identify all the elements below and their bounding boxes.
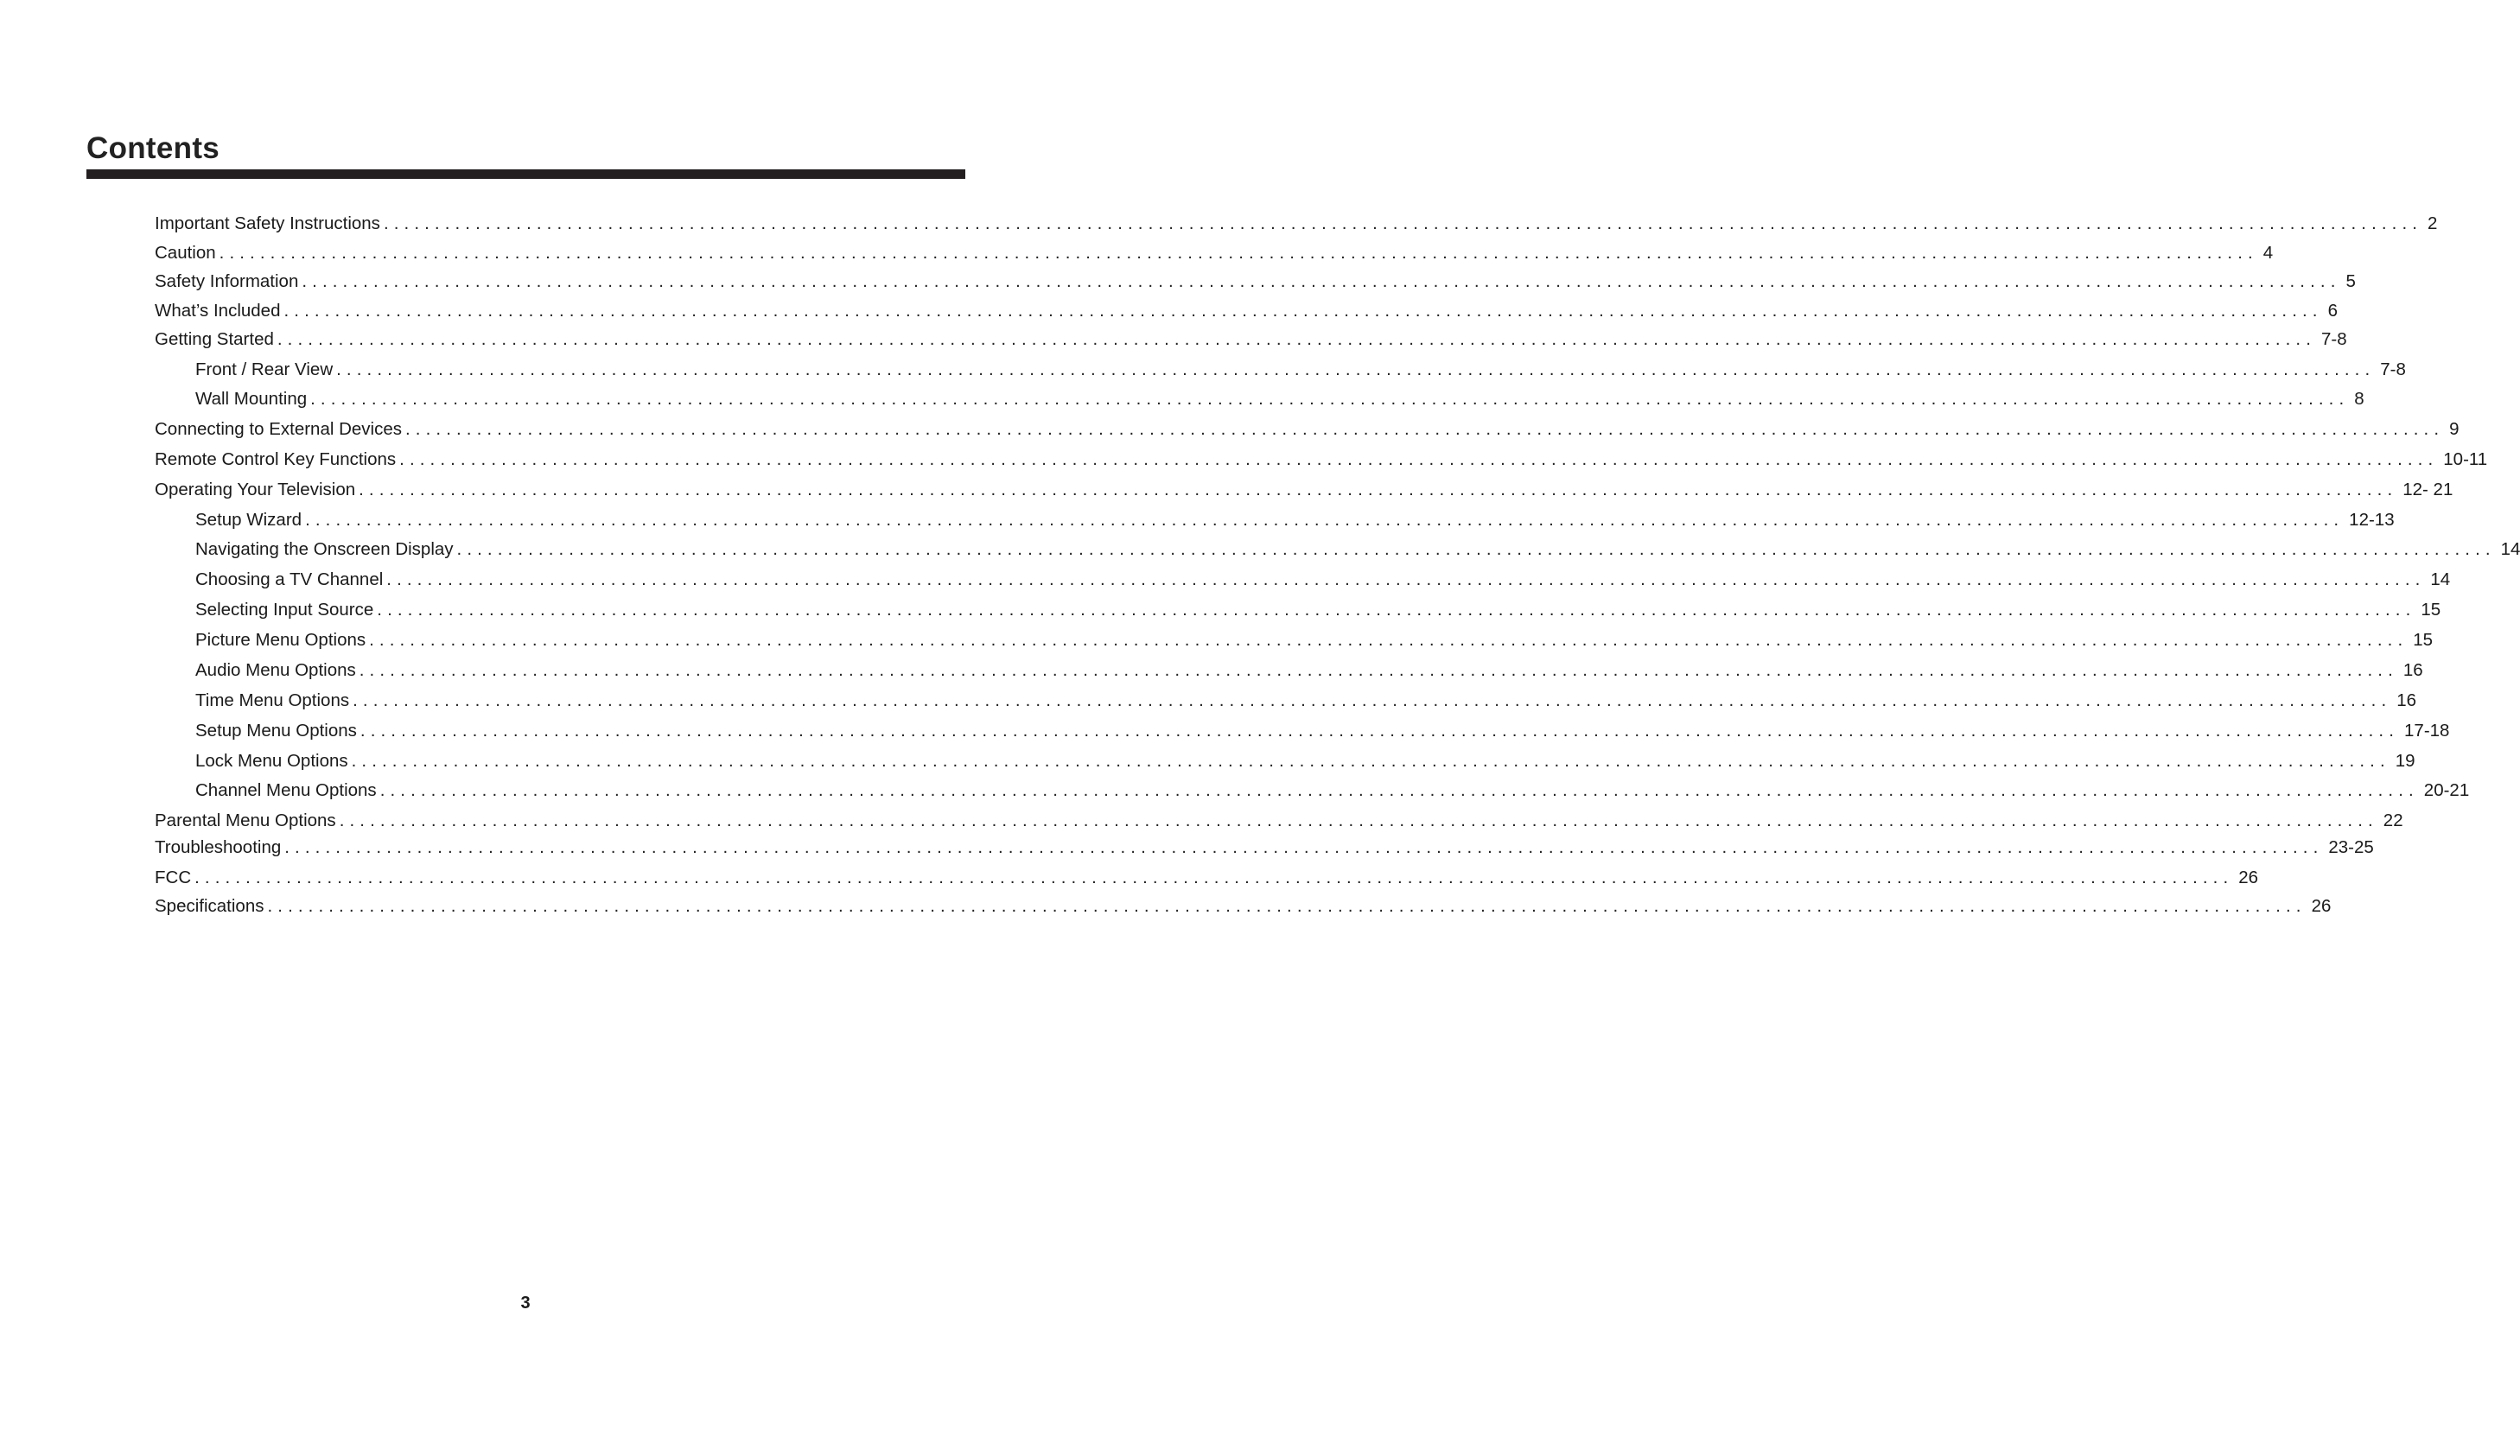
toc-dot-leader: ........................................................................................................................................................................................................ xyxy=(359,660,2398,680)
toc-entry-page: 26 xyxy=(2311,896,2332,916)
toc-entry-label: Front / Rear View xyxy=(195,359,334,379)
toc-entry[interactable] xyxy=(195,750,2415,773)
toc-entry[interactable] xyxy=(195,599,2441,621)
toc-dot-leader: ........................................................................................................................................................................................................ xyxy=(353,690,2392,710)
toc-entry[interactable] xyxy=(155,418,2460,441)
toc-entry-label: Specifications xyxy=(155,896,264,916)
toc-entry-page: 12-13 xyxy=(2349,510,2395,530)
toc-entry-page: 8 xyxy=(2354,389,2364,409)
toc-entry-page: 12- 21 xyxy=(2402,480,2453,499)
toc-dot-leader: ........................................................................................................................................................................................................ xyxy=(359,480,2398,499)
toc-entry-label: Remote Control Key Functions xyxy=(155,449,397,469)
page-title: Contents xyxy=(86,131,220,165)
toc-entry[interactable] xyxy=(195,509,2395,531)
toc-entry[interactable] xyxy=(155,479,2453,501)
toc-entry-page: 9 xyxy=(2449,419,2460,439)
toc-entry-label: Important Safety Instructions xyxy=(155,213,380,233)
toc-entry-page: 10-11 xyxy=(2443,449,2488,469)
toc-entry[interactable] xyxy=(155,213,2438,235)
toc-entry-label: What’s Included xyxy=(155,301,281,321)
toc-entry[interactable] xyxy=(195,659,2423,682)
toc-dot-leader: ........................................................................................................................................................................................................ xyxy=(399,449,2439,469)
toc-entry-page: 16 xyxy=(2396,690,2417,710)
toc-entry-page: 5 xyxy=(2345,271,2356,291)
toc-dot-leader: ........................................................................................................................................................................................................ xyxy=(194,868,2234,887)
toc-dot-leader: ........................................................................................................................................................................................................ xyxy=(336,359,2376,379)
toc-entry[interactable] xyxy=(155,895,2332,918)
toc-entry-label: Safety Information xyxy=(155,271,299,291)
toc-dot-leader: ........................................................................................................................................................................................................ xyxy=(405,419,2445,439)
toc-entry[interactable] xyxy=(155,300,2338,322)
toc-entry[interactable] xyxy=(155,836,2374,859)
toc-entry-label: Wall Mounting xyxy=(195,389,308,409)
toc-dot-leader: ........................................................................................................................................................................................................ xyxy=(305,510,2345,530)
toc-entry[interactable] xyxy=(195,779,2470,802)
toc-entry-page: 6 xyxy=(2327,301,2338,321)
toc-entry-page: 20-21 xyxy=(2423,780,2470,800)
toc-dot-leader: ........................................................................................................................................................................................................ xyxy=(369,630,2409,650)
toc-dot-leader: ........................................................................................................................................................................................................ xyxy=(277,329,2316,349)
toc-entry[interactable] xyxy=(155,448,2488,471)
toc-dot-leader: ........................................................................................................................................................................................................ xyxy=(379,780,2419,800)
toc-entry-page: 22 xyxy=(2383,811,2403,830)
toc-entry-label: Troubleshooting xyxy=(155,837,282,857)
toc-dot-leader: ........................................................................................................................................................................................................ xyxy=(302,271,2341,291)
toc-entry-label: Choosing a TV Channel xyxy=(195,569,384,589)
toc-entry[interactable] xyxy=(155,242,2274,264)
toc-entry-label: Audio Menu Options xyxy=(195,660,356,680)
toc-entry-page: 16 xyxy=(2402,660,2423,680)
toc-entry[interactable] xyxy=(195,629,2434,652)
toc-entry-page: 15 xyxy=(2413,630,2434,650)
toc-entry-page: 2 xyxy=(2428,213,2438,233)
toc-dot-leader: ........................................................................................................................................................................................................ xyxy=(351,751,2390,771)
toc-entry[interactable] xyxy=(155,810,2403,832)
toc-dot-leader: ........................................................................................................................................................................................................ xyxy=(456,539,2496,559)
toc-dot-leader: ........................................................................................................................................................................................................ xyxy=(360,721,2400,741)
toc-entry-page: 26 xyxy=(2238,868,2259,887)
toc-entry-page: 17-18 xyxy=(2404,721,2450,741)
toc-entry[interactable] xyxy=(195,690,2417,712)
toc-entry-label: Getting Started xyxy=(155,329,274,349)
toc-entry-page: 7-8 xyxy=(2380,359,2406,379)
toc-entry-label: Parental Menu Options xyxy=(155,811,336,830)
toc-entry[interactable] xyxy=(195,538,2520,561)
toc-entry-page: 14 xyxy=(2430,569,2451,589)
toc-entry[interactable] xyxy=(155,270,2356,293)
toc-entry[interactable] xyxy=(195,359,2406,381)
toc-entry-label: Channel Menu Options xyxy=(195,780,377,800)
toc-dot-leader: ........................................................................................................................................................................................................ xyxy=(283,301,2323,321)
toc-entry-page: 14 xyxy=(2500,539,2520,559)
toc-entry-label: FCC xyxy=(155,868,192,887)
toc-entry-label: Connecting to External Devices xyxy=(155,419,403,439)
toc-entry-label: Setup Wizard xyxy=(195,510,302,530)
toc-entry-label: Picture Menu Options xyxy=(195,630,366,650)
toc-entry-page: 7-8 xyxy=(2321,329,2347,349)
toc-entry-label: Lock Menu Options xyxy=(195,751,348,771)
toc-entry-label: Caution xyxy=(155,243,216,263)
toc-dot-leader: ........................................................................................................................................................................................................ xyxy=(284,837,2324,857)
toc-entry-label: Time Menu Options xyxy=(195,690,350,710)
toc-entry-label: Operating Your Television xyxy=(155,480,356,499)
toc-entry[interactable] xyxy=(195,569,2451,591)
toc-entry[interactable] xyxy=(155,867,2259,889)
toc-entry-page: 23-25 xyxy=(2328,837,2374,857)
toc-entry[interactable] xyxy=(195,388,2364,410)
toc-entry-label: Setup Menu Options xyxy=(195,721,357,741)
toc-entry-page: 15 xyxy=(2421,600,2441,620)
toc-dot-leader: ........................................................................................................................................................................................................ xyxy=(386,569,2426,589)
page-number: 3 xyxy=(520,1294,531,1313)
toc-entry-page: 19 xyxy=(2395,751,2415,771)
toc-entry-label: Selecting Input Source xyxy=(195,600,374,620)
toc-dot-leader: ........................................................................................................................................................................................................ xyxy=(267,896,2307,916)
toc-dot-leader: ........................................................................................................................................................................................................ xyxy=(377,600,2416,620)
toc-dot-leader: ........................................................................................................................................................................................................ xyxy=(383,213,2423,233)
toc-entry-page: 4 xyxy=(2262,243,2274,263)
toc-dot-leader: ........................................................................................................................................................................................................ xyxy=(310,389,2350,409)
toc-entry[interactable] xyxy=(195,720,2450,742)
toc-dot-leader: ........................................................................................................................................................................................................ xyxy=(339,811,2378,830)
toc-dot-leader: ........................................................................................................................................................................................................ xyxy=(219,243,2258,263)
toc-entry-label: Navigating the Onscreen Display xyxy=(195,539,454,559)
toc-entry[interactable] xyxy=(155,328,2347,351)
